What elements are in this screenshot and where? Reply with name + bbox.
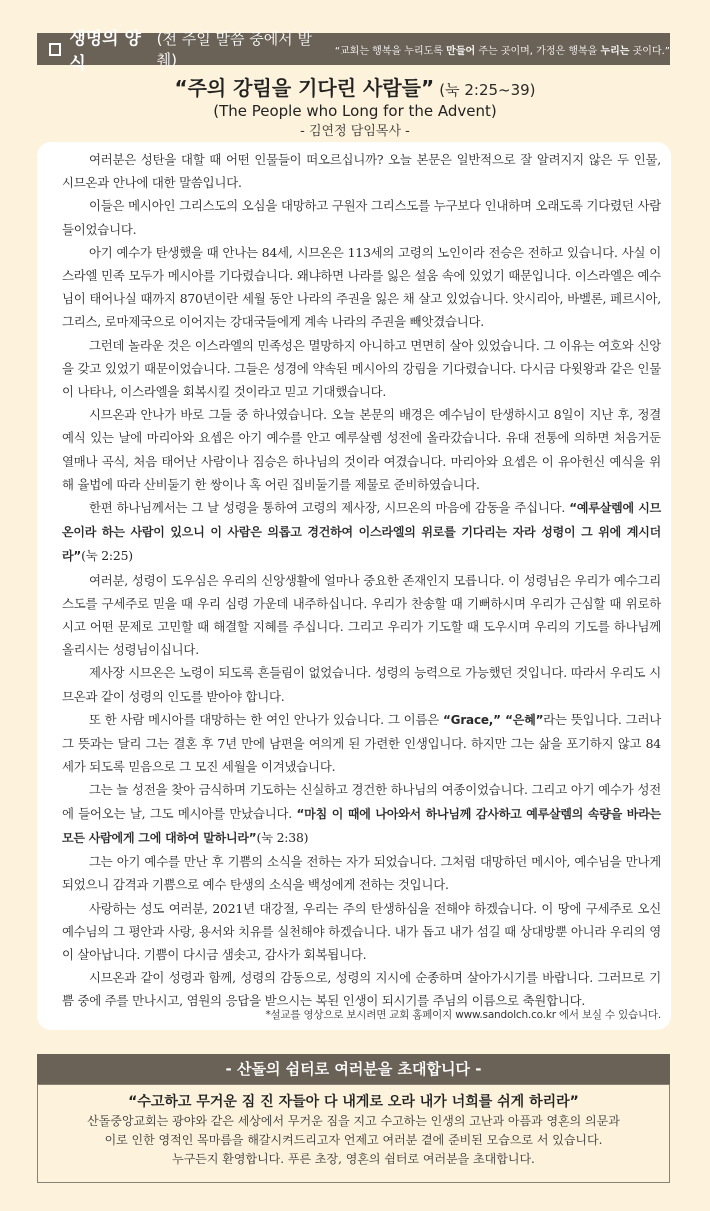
sermon-reference: (눅 2:25~39) xyxy=(439,81,536,99)
sermon-title-korean: “주의 강림을 기다린 사람들” xyxy=(174,76,435,100)
grace-term: “Grace,” “은혜” xyxy=(443,712,544,727)
paragraph: 그런데 놀라운 것은 이스라엘의 민족성은 멸망하지 아니하고 면면히 살아 있었습니다. 그 이유는 여호와 신앙을 갖고 있었기 때문이었습니다. 그들은 성경에 약속된 메시아의 강림을 기다렸습니다. 다시금 다윗왕과 같은 인물이 나타나, 이스라엘을 회복시킬 것이라고 믿고 기대했습니다. xyxy=(62,337,661,400)
paragraph: 제사장 시므온은 노령이 되도록 흔들림이 없었습니다. 성령의 능력으로 가능했던 것입니다. 따라서 우리도 시므온과 같이 성령의 인도를 받아야 합니다. xyxy=(62,665,661,704)
section-title: 생명의 양식 xyxy=(69,29,141,74)
scripture-quote: “마침 이 때에 나아와서 하나님께 감사하고 예루살렘의 속량을 바라는 모든 사람에게 그에 대하여 말하니라” xyxy=(62,806,661,845)
section-header xyxy=(37,29,670,74)
paragraph: 또 한 사람 메시아를 대망하는 한 여인 안나가 있습니다. 그 이름은 “Grace,” “은혜”라는 뜻입니다. 그러나 그 뜻과는 달리 그는 결혼 후 7년 만에 남편을 여의게 된 가련한 인생입니다. 하지만 그는 삶을 포기하지 않고 84세가 되도록 믿음으로 그 모진 세월을 이겨냈습니다. xyxy=(62,711,661,775)
sermon-title-block xyxy=(0,72,710,139)
paragraph: 여러분, 성령이 도우심은 우리의 신앙생활에 얼마나 중요한 존재인지 모릅니다. 이 성령님은 우리가 예수그리스도를 구세주로 믿을 때 우리 심령 가운데 내주하십니다. 우리가 찬송할 때 기뻐하시며 우리가 근심할 때 위로하시고 어떤 문제로 고민할 때 해결할 지혜를 주십니다. 그리고 우리가 기도할 때 도우시며 우리의 기도를 하나님께 올리시는 성령님이십니다. xyxy=(62,572,661,658)
paragraph: 한편 하나님께서는 그 날 성령을 통하여 고령의 제사장, 시므온의 마음에 감동을 주십니다. “예루살렘에 시므온이라 하는 사람이 있으니 이 사람은 의롭고 경건하여 이스라엘의 위로를 기다리는 자라 성령이 그 위에 계시더라”(눅 2:25) xyxy=(62,500,661,564)
paragraph: 그는 늘 성전을 찾아 금식하며 기도하는 신실하고 경건한 하나님의 여종이었습니다. 그리고 아기 예수가 성전에 들어오는 날, 그도 메시아를 만났습니다. “마침 이 때에 나아와서 하나님께 감사하고 예루살렘의 속량을 바라는 모든 사람에게 그에 대하여 말하니라”(눅 2:38) xyxy=(62,782,661,845)
sermon-title-english: (The People who Long for the Advent) xyxy=(213,102,497,120)
invite-quote: “수고하고 무거운 짐 진 자들아 다 내게로 오라 내가 너희를 쉬게 하리라” xyxy=(128,1094,579,1110)
paragraph: 이들은 메시아인 그리스도의 오심을 대망하고 구원자 그리스도를 누구보다 인내하며 오래도록 기다렸던 사람들이었습니다. xyxy=(62,198,661,237)
paragraph: 그는 아기 예수를 만난 후 기쁨의 소식을 전하는 자가 되었습니다. 그처럼 대망하던 메시아, 예수님을 만나게 되었으니 감격과 기쁨으로 예수 탄생의 소식을 백성에게 전하는 것입니다. xyxy=(62,854,661,893)
scripture-quote: “예루살렘에 시므온이라 하는 사람이 있으니 이 사람은 의롭고 경건하여 이스라엘의 위로를 기다리는 자라 성령이 그 위에 계시더라” xyxy=(62,501,661,564)
invite-line: 이로 인한 영적인 목마름을 해갈시켜드리고자 언제고 여러분 곁에 준비된 모습으로 서 있습니다. xyxy=(104,1133,603,1147)
video-footnote: *설교를 영상으로 보시려면 교회 홈페이지 www.sandolch.co.kr 에서 보실 수 있습니다. xyxy=(265,1009,661,1021)
paragraph: 사랑하는 성도 여러분, 2021년 대강절, 우리는 주의 탄생하심을 전해야 하겠습니다. 이 땅에 구세주로 오신 예수님의 그 평안과 사랑, 용서와 치유를 실천해야 하겠습니다. 내가 돕고 내가 섬길 때 상대방뿐 아니라 우리의 영이 살아납니다. 기쁨이 다시금 샘솟고, 감사가 회복됩니다. xyxy=(62,900,661,962)
header-quote: “교회는 행복을 누리도록 만들어 주는 곳이며, 가정은 행복을 누리는 곳이다.” xyxy=(334,45,670,57)
sermon-title xyxy=(0,72,710,101)
sermon-body xyxy=(37,142,671,1030)
square-icon xyxy=(49,43,61,56)
invite-line: 산돌중앙교회는 광야와 같은 세상에서 무거운 짐을 지고 수고하는 인생의 고난과 아픔과 영혼의 의문과 xyxy=(87,1114,620,1128)
section-subtitle: (전 주일 말씀 중에서 발췌) xyxy=(156,30,312,69)
invite-line: 누구든지 환영합니다. 푸른 초장, 영혼의 쉼터로 여러분을 초대합니다. xyxy=(172,1152,535,1166)
paragraph: 아기 예수가 탄생했을 때 안나는 84세, 시므온은 113세의 고령의 노인이라 전승은 전하고 있습니다. 사실 이스라엘 민족 모두가 메시아를 기다렸습니다. 왜냐하면 나라를 잃은 설움 속에 있었기 때문입니다. 이스라엘은 예수님이 태어나실 때까지 870년이란 세월 동안 나라의 주권을 잃은 채 살고 있었습니다. 앗시리아, 바벨론, 페르시아, 그리스, 로마제국으로 이어지는 강대국들에게 계속 나라의 주권을 빼앗겼습니다. xyxy=(62,244,662,330)
invite-box xyxy=(37,1084,670,1183)
sermon-author: - 김연정 담임목사 - xyxy=(300,124,410,139)
invite-header: - 산돌의 쉼터로 여러분을 초대합니다 - xyxy=(37,1054,670,1084)
paragraph: 여러분은 성탄을 대할 때 어떤 인물들이 떠오르십니까? 오늘 본문은 일반적으로 잘 알려지지 않은 두 인물, 시므온과 안나에 대한 말씀입니다. xyxy=(62,152,661,191)
paragraph: 시므온과 같이 성령과 함께, 성령의 감동으로, 성령의 지시에 순종하며 살아가시기를 바랍니다. 그러므로 기쁨 중에 주를 만나시고, 염원의 응답을 받으시는 복된 인생이 되시기를 주님의 이름으로 축원합니다. xyxy=(62,970,661,1009)
paragraph: 시므온과 안나가 바로 그들 중 하나였습니다. 오늘 본문의 배경은 예수님이 탄생하시고 8일이 지난 후, 정결예식 있는 날에 마리아와 요셉은 아기 예수를 안고 예루살렘 성전에 올라갔습니다. 유대 전통에 의하면 처음거둔 열매나 곡식, 처음 태어난 사람이나 짐승은 하나님의 것이라 여겼습니다. 마리아와 요셉은 이 유아헌신 예식을 위해 율법에 따라 산비둘기 한 쌍이나 혹 어린 집비둘기를 제물로 준비하였습니다. xyxy=(62,407,661,492)
